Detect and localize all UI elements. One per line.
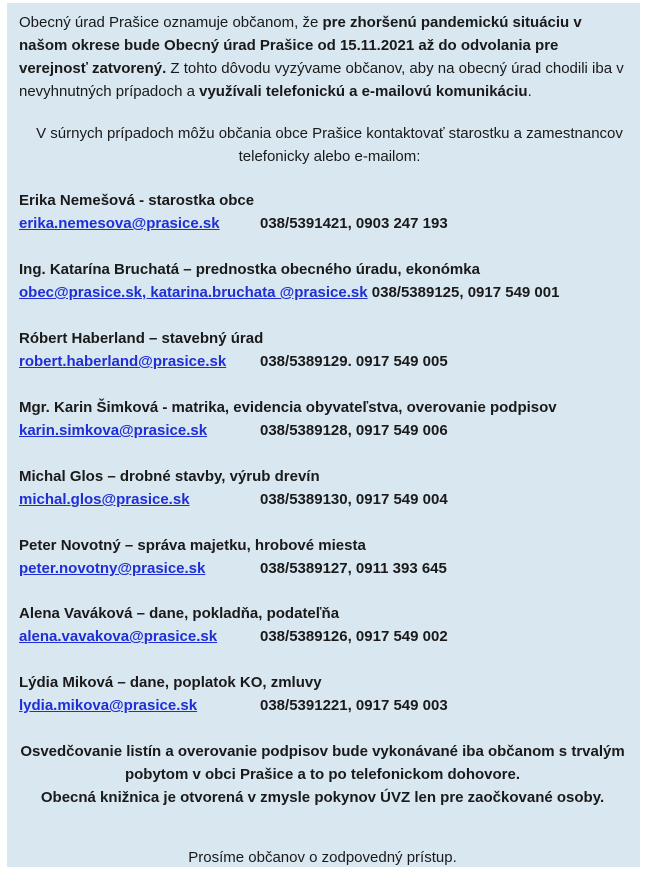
- contact-name: Ing. Katarína Bruchatá – prednostka obecného úradu, ekonómka: [19, 261, 480, 278]
- contact-phone: 038/5389125, 0917 549 001: [371, 284, 560, 301]
- contact-phone: 038/5389130, 0917 549 004: [260, 491, 448, 508]
- intro-paragraph: [19, 11, 629, 103]
- intro-text-1: Obecný úrad Prašice oznamuje občanom, že: [19, 14, 323, 31]
- contact-name: Peter Novotný – správa majetku, hrobové miesta: [19, 537, 366, 554]
- contact-phone: 038/5389129. 0917 549 005: [260, 353, 448, 370]
- contact-intro-line-1: V súrnych prípadoch môžu občania obce Prašice kontaktovať starostku a zamestnancov: [36, 125, 623, 142]
- intro-bold-1: pre zhoršenú pandemickú situáciu v našom okrese bude Obecný úrad Prašice od 15.11.2021 až do odvolania pre verejnosť zatvorený.: [19, 14, 582, 77]
- contact-row: [19, 215, 220, 232]
- contact-email-link[interactable]: peter.novotny@prasice.sk: [19, 560, 206, 577]
- contact-email-link[interactable]: michal.glos@prasice.sk: [19, 491, 190, 508]
- announcement-panel: [7, 3, 640, 867]
- contact-row: [19, 422, 207, 439]
- contact-phone: 038/5389127, 0911 393 645: [260, 560, 447, 577]
- contact-row: [19, 628, 217, 645]
- intro-text-end: .: [527, 83, 532, 100]
- notice-line-2: pobytom v obci Prašice a to po telefonickom dohovore.: [124, 766, 521, 783]
- contact-name: Alena Vaváková – dane, pokladňa, podateľňa: [19, 605, 340, 622]
- contact-email-link[interactable]: alena.vavakova@prasice.sk: [19, 628, 218, 645]
- contact-row: [19, 284, 559, 301]
- contact-intro-line-2: telefonicky alebo e-mailom:: [238, 148, 421, 165]
- contact-row: [19, 491, 190, 508]
- intro-text-2: Z tohto dôvodu vyzývame občanov, aby na obecný úrad chodili iba v nevyhnutných prípadoch a: [19, 60, 624, 100]
- contact-email-link[interactable]: lydia.mikova@prasice.sk: [19, 697, 198, 714]
- contact-phone: 038/5391221, 0917 549 003: [260, 697, 448, 714]
- contact-name: Lýdia Miková – dane, poplatok KO, zmluvy: [19, 674, 322, 691]
- closing-text: Prosíme občanov o zodpovedný prístup.: [188, 849, 457, 866]
- contact-name: Róbert Haberland – stavebný úrad: [19, 330, 264, 347]
- intro-bold-2: využívali telefonickú a e-mailovú komunikáciu: [199, 83, 528, 100]
- contact-name: Erika Nemešová - starostka obce: [19, 192, 255, 209]
- notice-line-3: Obecná knižnica je otvorená v zmysle pokynov ÚVZ len pre zaočkované osoby.: [40, 789, 605, 806]
- contact-row: [19, 560, 205, 577]
- contact-email-link[interactable]: karin.simkova@prasice.sk: [19, 422, 208, 439]
- notice-line-1: Osvedčovanie listín a overovanie podpisov bude vykonávané iba občanom s trvalým: [20, 743, 625, 760]
- contact-email-link[interactable]: erika.nemesova@prasice.sk: [19, 215, 220, 232]
- contact-name: Michal Glos – drobné stavby, výrub drevín: [19, 468, 320, 485]
- contact-row: [19, 353, 226, 370]
- contact-phone: 038/5389126, 0917 549 002: [260, 628, 448, 645]
- contact-email-link[interactable]: obec@prasice.sk, katarina.bruchata @prasice.sk: [19, 284, 368, 301]
- contact-row: [19, 697, 197, 714]
- contact-phone: 038/5389128, 0917 549 006: [260, 422, 448, 439]
- contact-phone: 038/5391421, 0903 247 193: [260, 215, 448, 232]
- contact-email-link[interactable]: robert.haberland@prasice.sk: [19, 353, 227, 370]
- contact-name: Mgr. Karin Šimková - matrika, evidencia obyvateľstva, overovanie podpisov: [19, 399, 557, 416]
